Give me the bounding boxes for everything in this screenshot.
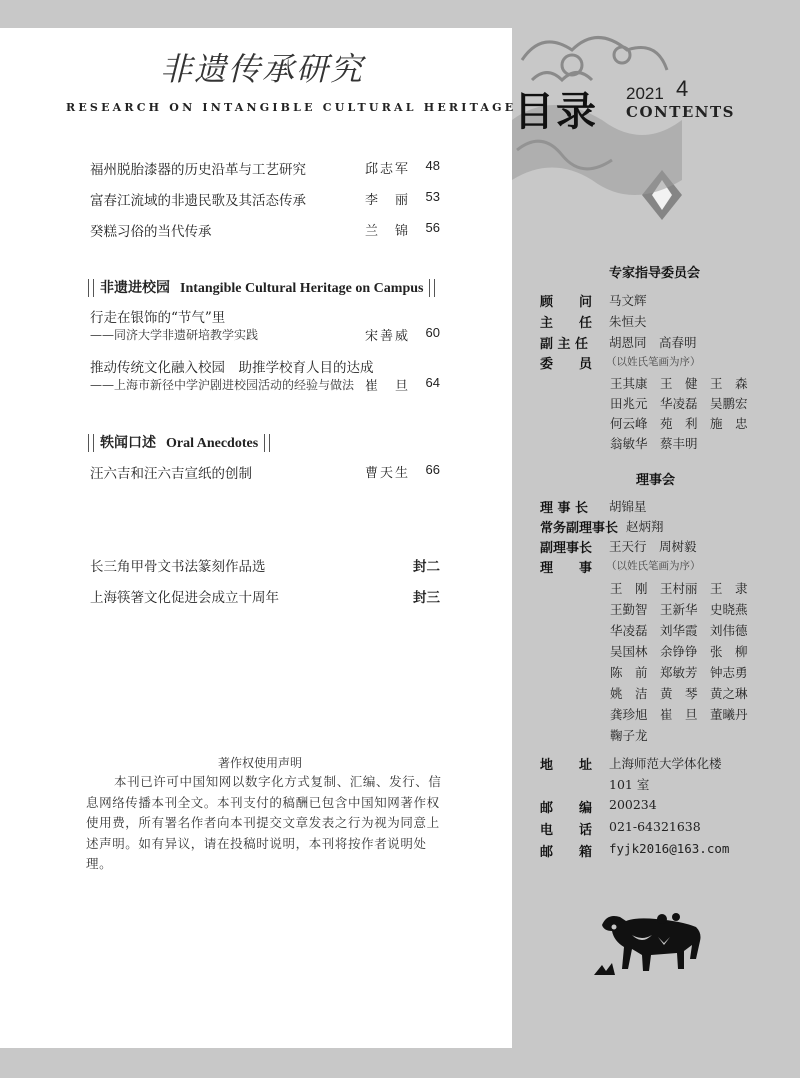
copyright-heading: 著作权使用声明 xyxy=(218,756,303,770)
member-row: 何云峰 苑 利 施 忠 xyxy=(610,416,748,431)
exec-vice-name: 赵炳翔 xyxy=(626,519,664,534)
entry-page: 48 xyxy=(425,158,440,173)
entry-page: 53 xyxy=(425,189,440,204)
council-member-row: 龚珍旭 崔 旦 董曦丹 xyxy=(610,707,748,722)
entry-title: 福州脱胎漆器的历史沿革与工艺研究 xyxy=(90,162,306,178)
email-label: 邮 箱 xyxy=(540,845,593,860)
entry-author: 兰 锦 xyxy=(365,224,411,239)
address-line-1: 上海师范大学体化楼 xyxy=(609,756,722,771)
ox-papercut-icon xyxy=(592,905,712,985)
postcode-value: 200234 xyxy=(609,797,657,812)
council-member-row: 陈 前 郑敏芳 钟志勇 xyxy=(610,665,748,680)
section-title-cn: 轶闻口述 xyxy=(100,435,156,451)
director-name: 朱恒夫 xyxy=(609,314,647,329)
entry-author: 崔 旦 xyxy=(365,379,411,394)
entry-author: 邱志军 xyxy=(365,162,411,177)
section-title-cn: 非遗进校园 xyxy=(100,280,170,296)
entry-author: 曹天生 xyxy=(365,466,411,481)
council-member-row: 鞠子龙 xyxy=(610,728,648,743)
council-member-row: 华凌磊 刘华霞 刘伟德 xyxy=(610,623,748,638)
section-bar-icon xyxy=(88,279,94,297)
member-row: 田兆元 华凌磊 吴鹏宏 xyxy=(610,396,748,411)
email-value[interactable]: fyjk2016@163.com xyxy=(609,841,730,856)
phone-value: 021-64321638 xyxy=(609,819,701,834)
entry-title: 癸糕习俗的当代传承 xyxy=(90,224,212,240)
council-members-label: 理 事 xyxy=(540,561,593,576)
content-page xyxy=(0,28,512,1048)
contents-heading-cn: 目录 xyxy=(514,89,598,135)
postcode-label: 邮 编 xyxy=(540,801,593,816)
section-heading-campus xyxy=(82,277,441,299)
entry-subtitle: ——同济大学非遗研培教学实践 xyxy=(90,328,259,342)
vice-director-label: 副 主 任 xyxy=(540,337,589,352)
section-bar-icon xyxy=(429,279,435,297)
issue-number: 4 xyxy=(676,76,689,101)
vice-director-names: 胡恩同 高春明 xyxy=(609,335,697,350)
entry-author: 宋善威 xyxy=(365,329,411,344)
year-label: 2021 xyxy=(626,84,664,103)
cover-page: 封三 xyxy=(413,590,440,606)
council-member-row: 王勤智 王新华 史晓燕 xyxy=(610,602,748,617)
members-label: 委 员 xyxy=(540,357,593,372)
section-heading-oral xyxy=(82,432,276,454)
entry-title: 行走在银饰的“节气”里 xyxy=(90,310,226,326)
section-title-en: Intangible Cultural Heritage on Campus xyxy=(180,281,424,296)
adviser-label: 顾 问 xyxy=(540,295,593,310)
cover-page: 封二 xyxy=(413,559,440,575)
entry-page: 60 xyxy=(425,325,440,340)
council-member-row: 王 刚 王村丽 王 隶 xyxy=(610,581,748,596)
director-label: 主 任 xyxy=(540,316,593,331)
experts-heading: 专家指导委员会 xyxy=(609,266,701,281)
council-member-row: 吴国林 余铮铮 张 柳 xyxy=(610,644,748,659)
journal-title-en: RESEARCH ON INTANGIBLE CULTURAL HERITAGE xyxy=(66,101,517,114)
entry-title: 富春江流域的非遗民歌及其活态传承 xyxy=(90,193,306,209)
council-vice-label: 副理事长 xyxy=(540,541,593,556)
council-members-note: （以姓氏笔画为序） xyxy=(606,560,701,572)
copyright-body: 本刊已许可中国知网以数字化方式复制、汇编、发行、信息网络传播本刊全文。本刊支付的稿酬已包含中国知网著作权使用费，所有署名作者向本刊提交文章发表之行为视为同意上述声明。如有异议，请在投稿时说明，本刊将按作者说明处理。 xyxy=(86,774,442,871)
exec-vice-label: 常务副理事长 xyxy=(540,521,619,536)
journal-title-cn: 非遗传承研究 xyxy=(160,50,365,88)
entry-title: 推动传统文化融入校园 助推学校育人目的达成 xyxy=(90,360,374,376)
entry-page: 64 xyxy=(425,375,440,390)
council-heading: 理事会 xyxy=(636,473,676,488)
entry-subtitle: ——上海市新径中学沪剧进校园活动的经验与做法 xyxy=(90,378,355,392)
cover-entry[interactable] xyxy=(90,555,440,575)
chair-label: 理 事 长 xyxy=(540,501,589,516)
entry-author: 李 丽 xyxy=(365,193,411,208)
member-row: 王其康 王 健 王 森 xyxy=(610,376,748,391)
members-note: （以姓氏笔画为序） xyxy=(606,356,701,368)
address-line-2: 101 室 xyxy=(609,777,650,792)
section-bar-icon xyxy=(264,434,270,452)
chair-name: 胡锦星 xyxy=(609,499,647,514)
council-member-row: 姚 洁 黄 琴 黄之琳 xyxy=(610,686,748,701)
cover-title: 长三角甲骨文书法篆刻作品选 xyxy=(90,559,266,575)
cover-title: 上海筷箸文化促进会成立十周年 xyxy=(90,590,279,606)
member-row: 翁敏华 蔡丰明 xyxy=(610,436,698,451)
contents-heading-en: CONTENTS xyxy=(626,103,736,121)
phone-label: 电 话 xyxy=(540,823,593,838)
section-title-en: Oral Anecdotes xyxy=(166,436,259,451)
adviser-name: 马文辉 xyxy=(609,293,647,308)
address-label: 地 址 xyxy=(540,758,593,773)
council-vice-names: 王天行 周树毅 xyxy=(609,539,697,554)
entry-title: 汪六吉和汪六吉宣纸的创制 xyxy=(90,466,252,482)
section-bar-icon xyxy=(88,434,94,452)
entry-page: 66 xyxy=(425,462,440,477)
entry-page: 56 xyxy=(425,220,440,235)
cover-entry[interactable] xyxy=(90,586,440,606)
